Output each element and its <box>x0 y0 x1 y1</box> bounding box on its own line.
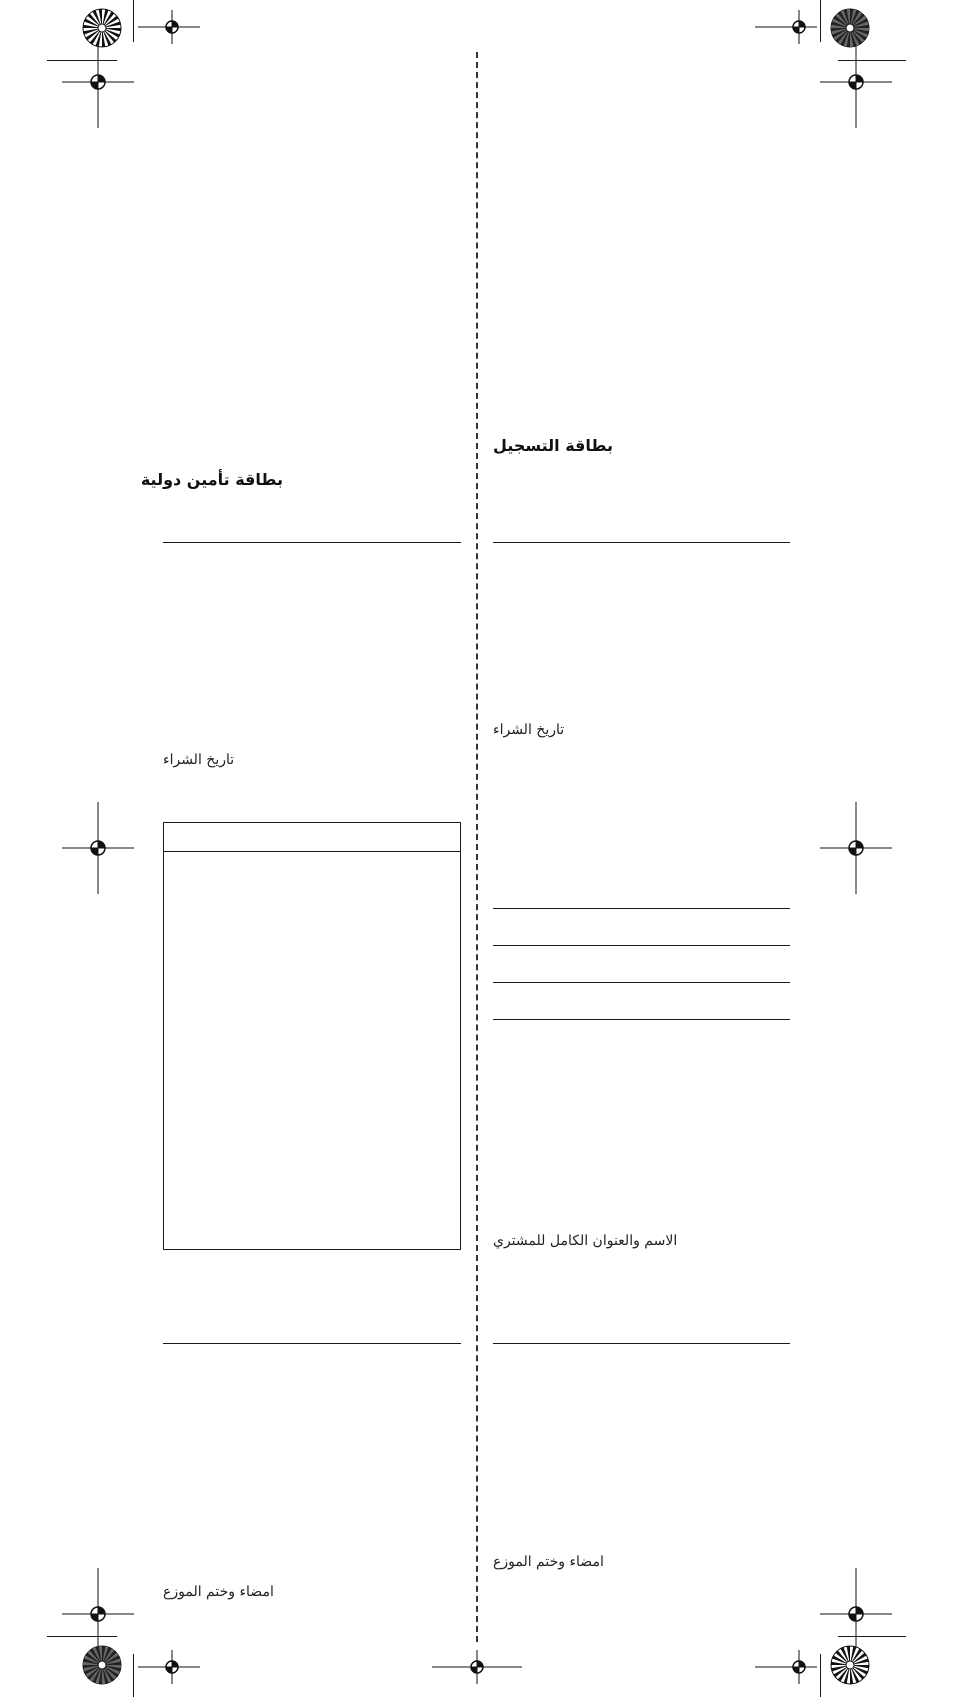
fill-in-line <box>163 1343 461 1344</box>
starburst-mark-icon <box>82 8 122 48</box>
dealer-signature-label: امضاء وختم الموزع <box>163 1584 274 1600</box>
registration-card-title: بطاقة التسجيل <box>493 436 613 455</box>
guarantee-card-title: بطاقة تأمين دولية <box>140 470 283 489</box>
starburst-mark-icon <box>82 1645 122 1685</box>
registration-mark-icon <box>755 1650 827 1684</box>
fill-in-line <box>493 908 790 909</box>
registration-mark-icon <box>128 10 200 44</box>
dealer-stamp-box-header <box>164 823 460 852</box>
fill-in-line <box>493 982 790 983</box>
registration-mark-icon <box>820 36 892 128</box>
registration-mark-icon <box>755 10 827 44</box>
registration-mark-icon <box>128 1650 200 1684</box>
dealer-stamp-box[interactable] <box>163 822 461 1250</box>
registration-mark-icon <box>820 802 892 894</box>
cut-line <box>476 52 478 1642</box>
purchase-date-label: تاريخ الشراء <box>163 752 235 768</box>
buyer-name-address-label: الاسم والعنوان الكامل للمشتري <box>493 1233 678 1249</box>
registration-mark-icon <box>62 802 134 894</box>
fill-in-line <box>493 1343 790 1344</box>
registration-mark-icon <box>432 1650 522 1684</box>
fill-in-line <box>163 542 461 543</box>
dealer-signature-label: امضاء وختم الموزع <box>493 1554 604 1570</box>
starburst-mark-icon <box>830 8 870 48</box>
starburst-mark-icon <box>830 1645 870 1685</box>
fill-in-line <box>493 945 790 946</box>
registration-mark-icon <box>62 36 134 128</box>
purchase-date-label: تاريخ الشراء <box>493 722 565 738</box>
fill-in-line <box>493 1019 790 1020</box>
fill-in-line <box>493 542 790 543</box>
